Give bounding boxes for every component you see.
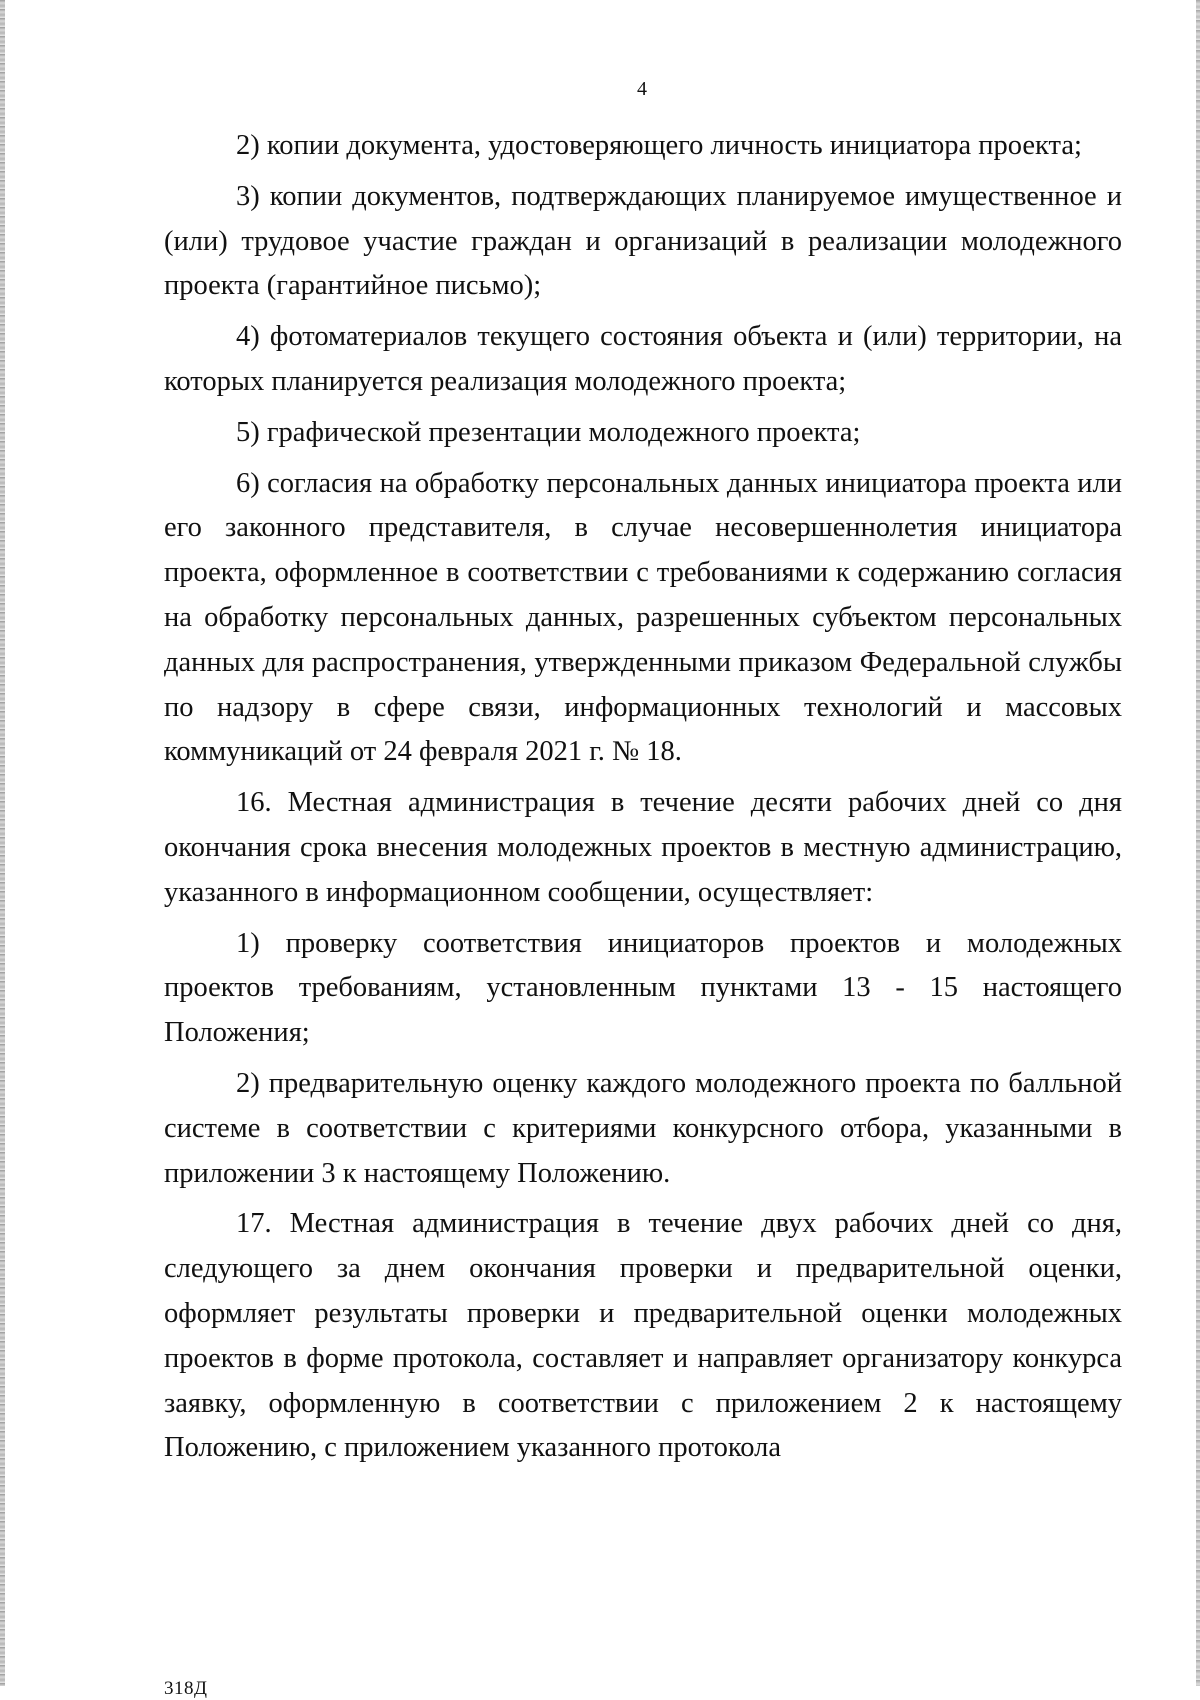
paragraph-section-17: 17. Местная администрация в течение двух рабочих дней со дня, следующего за днем окончания проверки и предварительной оценки, оформляет результаты проверки и предварительной оценки молодежных проектов в форме протокола, составляет и направляет организатору конкурса заявку, оформленную в соответствии с приложением 2 к настоящему Положению, с приложением указанного протокола: [164, 1208, 1122, 1464]
scan-edge-left: [0, 0, 5, 1686]
paragraph-item-6-personal-data-consent: 6) согласия на обработку персональных данных инициатора проекта или его законного представителя, в случае несовершеннолетия инициатора проекта, оформленное в соответствии с требованиями к содержанию согласия на обработку персональных данных, разрешенных субъектом персональных данных для распространения, утвержденными приказом Федеральной службы по надзору в сфере связи, информационных технологий и массовых коммуникаций от 24 февраля 2021 г. № 18.: [164, 467, 1122, 768]
document-body: [164, 118, 1122, 1471]
scan-edge-right: [1196, 0, 1200, 1686]
paragraph-item-2-passport-copy: 2) копии документа, удостоверяющего личность инициатора проекта;: [236, 130, 1082, 161]
paragraph-section-16: 16. Местная администрация в течение десяти рабочих дней со дня окончания срока внесения молодежных проектов в местную администрацию, указанного в информационном сообщении, осуществляет:: [164, 787, 1122, 908]
paragraph-item-3-participation-documents: 3) копии документов, подтверждающих планируемое имущественное и (или) трудовое участие граждан и организаций в реализации молодежного проекта (гарантийное письмо);: [164, 180, 1122, 302]
paragraph-section-16-item-2: 2) предварительную оценку каждого молодежного проекта по балльной системе в соответствии с критериями конкурсного отбора, указанными в приложении 3 к настоящему Положению.: [164, 1067, 1122, 1189]
page-number: 4: [637, 78, 647, 100]
paragraph-section-16-item-1: 1) проверку соответствия инициаторов проектов и молодежных проектов требованиям, установленным пунктами 13 - 15 настоящего Положения;: [164, 927, 1122, 1049]
document-code: 318Д: [164, 1678, 208, 1699]
paragraph-item-5-presentation: 5) графической презентации молодежного проекта;: [236, 416, 861, 448]
paragraph-item-4-photo-materials: 4) фотоматериалов текущего состояния объекта и (или) территории, на которых планируется реализация молодежного проекта;: [164, 321, 1122, 397]
